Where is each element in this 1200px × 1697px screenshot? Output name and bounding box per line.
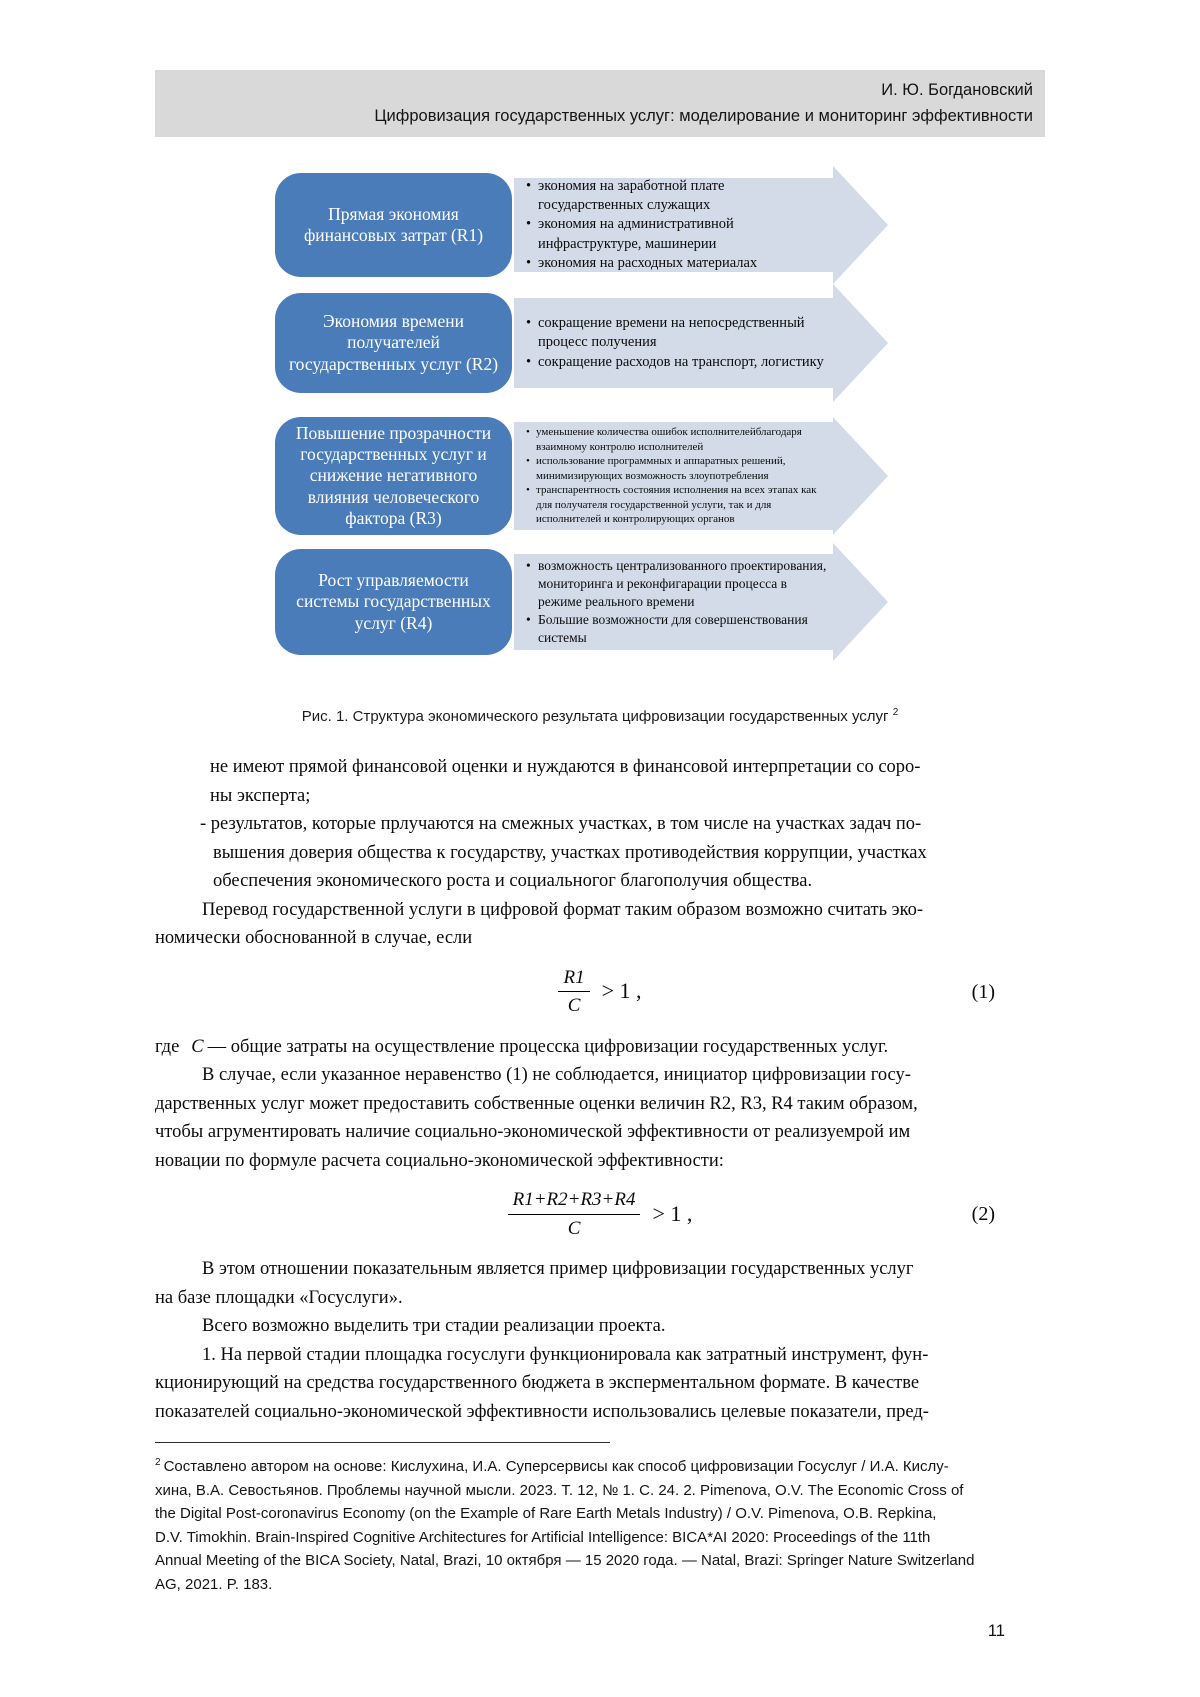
- paragraph: В этом отношении показательным является пример цифровизации государственных услуг на базе площадки «Госуслуги».: [155, 1259, 914, 1308]
- figure-row-r3: [275, 417, 1045, 535]
- figure-diagram: [155, 173, 1045, 655]
- arrow-head-icon: [833, 284, 888, 402]
- result-box-r3: Повышение прозрачности государственных услуг и снижение негативного влияния человеческого фактора (R3): [275, 417, 512, 535]
- bullet-item: • транспарентность состояния исполнения на всех этапах как для получателя государственной услуги, так и для исполнителей и контролирующих органов: [526, 483, 827, 527]
- article-body: [155, 753, 1045, 1426]
- fraction: [558, 967, 589, 1017]
- paragraph: В случае, если указанное неравенство (1) не соблюдается, инициатор цифровизации госу- дарственных услуг может предоставить собственные оценки величин R2, R3, R4 таким образом, чтобы агрументировать наличие социально-экономической эффективности от реализуемрой им новации по формуле расчета социально-экономической эффективности:: [155, 1065, 918, 1171]
- arrow-callout-r3: [514, 417, 888, 535]
- result-box-r4: Рост управляемости системы государственных услуг (R4): [275, 549, 512, 655]
- fraction-numerator: R1+R2+R3+R4: [508, 1189, 641, 1214]
- header-author: И. Ю. Богдановский: [881, 80, 1033, 99]
- figure-caption: [155, 707, 1045, 725]
- footnote-marker: 2: [155, 1457, 161, 1468]
- arrow-body: [514, 554, 833, 650]
- bullet-item: • Большие возможности для совершенствования системы: [526, 611, 827, 647]
- fraction-denominator: C: [567, 1217, 581, 1239]
- page-number: 11: [987, 1622, 1005, 1640]
- fraction-denominator: C: [567, 995, 581, 1016]
- footnote: [155, 1451, 1045, 1596]
- paragraph-where: [155, 1033, 1045, 1062]
- arrow-callout-r2: [514, 293, 888, 393]
- figure-1: [155, 173, 1045, 725]
- arrow-body: [514, 422, 833, 530]
- arrow-callout-r1: [514, 173, 888, 277]
- variable-c: C: [191, 1036, 204, 1057]
- footnote-text: Составлено автором на основе: Кислухина, И.А. Суперсервисы как способ цифровизации Госуслуг / И.А. Кислу- хина, В.А. Севостьянов. Проблемы научной мысли. 2023. Т. 12, № 1. С. 24. 2. Pimenova, O.V. The Economic Cross of the Digital Post-coronavirus Economy (on the Example of Rare Earth Metals Industry) / O.V. Pimenova, O.B. Repkina, D.V. Timokhin. Brain-Inspired Cognitive Architectures for Artificial Intelligence: BICA*AI 2020: Proceedings of the 11th Annual Meeting of the BICA Society, Natal, Brazi, 10 октября — 15 2020 года. — Natal, Brazi: Springer Nature Switzerland AG, 2021. P. 183.: [155, 1458, 975, 1593]
- figure-caption-text: Рис. 1. Структура экономического результата цифровизации государственных услуг: [301, 708, 889, 725]
- fraction-numerator: R1: [558, 967, 589, 992]
- equation-relation: > 1 ,: [652, 1200, 693, 1226]
- result-box-r2: Экономия времени получателей государственных услуг (R2): [275, 293, 512, 393]
- caption-footnote-ref: 2: [892, 707, 899, 718]
- fraction: [508, 1189, 641, 1239]
- equation-2: [155, 1183, 1045, 1245]
- bullet-item: • уменьшение количества ошибок исполнителейблагодаря взаимному контролю исполнителей: [526, 425, 827, 454]
- header-article-title: Цифровизация государственных услуг: моделирование и мониторинг эффективности: [374, 106, 1033, 125]
- figure-row-r4: [275, 549, 1045, 655]
- footnote-divider: [155, 1442, 610, 1443]
- bullet-item: • сокращение времени на непосредственный процесс получения: [526, 314, 827, 352]
- paragraph: Всего возможно выделить три стадии реализации проекта.: [202, 1316, 666, 1336]
- result-box-r1: Прямая экономия финансовых затрат (R1): [275, 173, 512, 277]
- equation-number: (2): [971, 1202, 995, 1225]
- document-page: [155, 0, 1045, 1641]
- bullet-item: • экономия на административной инфраструктуре, машинерии: [526, 215, 827, 253]
- arrow-head-icon: [833, 417, 888, 535]
- bullet-item: • экономия на расходных материалах: [526, 254, 827, 273]
- paragraph: Перевод государственной услуги в цифровой формат таким образом возможно считать эко- номически обоснованной в случае, если: [155, 899, 924, 948]
- where-post: — общие затраты на осуществление процесска цифровизации государственных услуг.: [207, 1036, 889, 1057]
- equation-relation: > 1 ,: [601, 978, 642, 1004]
- figure-row-r2: [275, 293, 1045, 393]
- bullet-item: • использование программных и аппаратных решений, минимизирующих возможность злоупотребления: [526, 454, 827, 483]
- bullet-item: • возможность централизованного проектирования, мониторинга и реконфигарации процесса в режиме реального времени: [526, 557, 827, 610]
- where-pre: где: [155, 1036, 180, 1057]
- bullet-item: • сокращение расходов на транспорт, логистику: [526, 353, 827, 372]
- figure-row-r1: [275, 173, 1045, 277]
- arrow-head-icon: [833, 166, 888, 284]
- paragraph: 1. На первой стадии площадка госуслуги функционировала как затратный инструмент, фун- кционирующий на средства государственного бюджета в эксперментальном формате. В качестве показателей социально-экономической эффективности использовались целевые показатели, пред-: [155, 1344, 929, 1422]
- arrow-body: [514, 178, 833, 272]
- arrow-head-icon: [833, 543, 888, 661]
- arrow-body: [514, 298, 833, 388]
- footnote-section: [155, 1442, 1045, 1641]
- bullet-item: • экономия на заработной плате государственных служащих: [526, 177, 827, 215]
- paragraph-list-continuation: не имеют прямой финансовой оценки и нуждаются в финансовой интерпретации со соро- ны эксперта;: [210, 757, 921, 806]
- equation-number: (1): [971, 980, 995, 1003]
- arrow-callout-r4: [514, 549, 888, 655]
- running-header: [155, 70, 1045, 137]
- equation-1: [155, 961, 1045, 1023]
- paragraph-list-item: - результатов, которые прлучаются на смежных участках, в том числе на участках задач по- вышения доверия общества к государству, участках противодействия коррупции, участках обеспечения экономического роста и социальногог благополучия общества.: [200, 814, 927, 891]
